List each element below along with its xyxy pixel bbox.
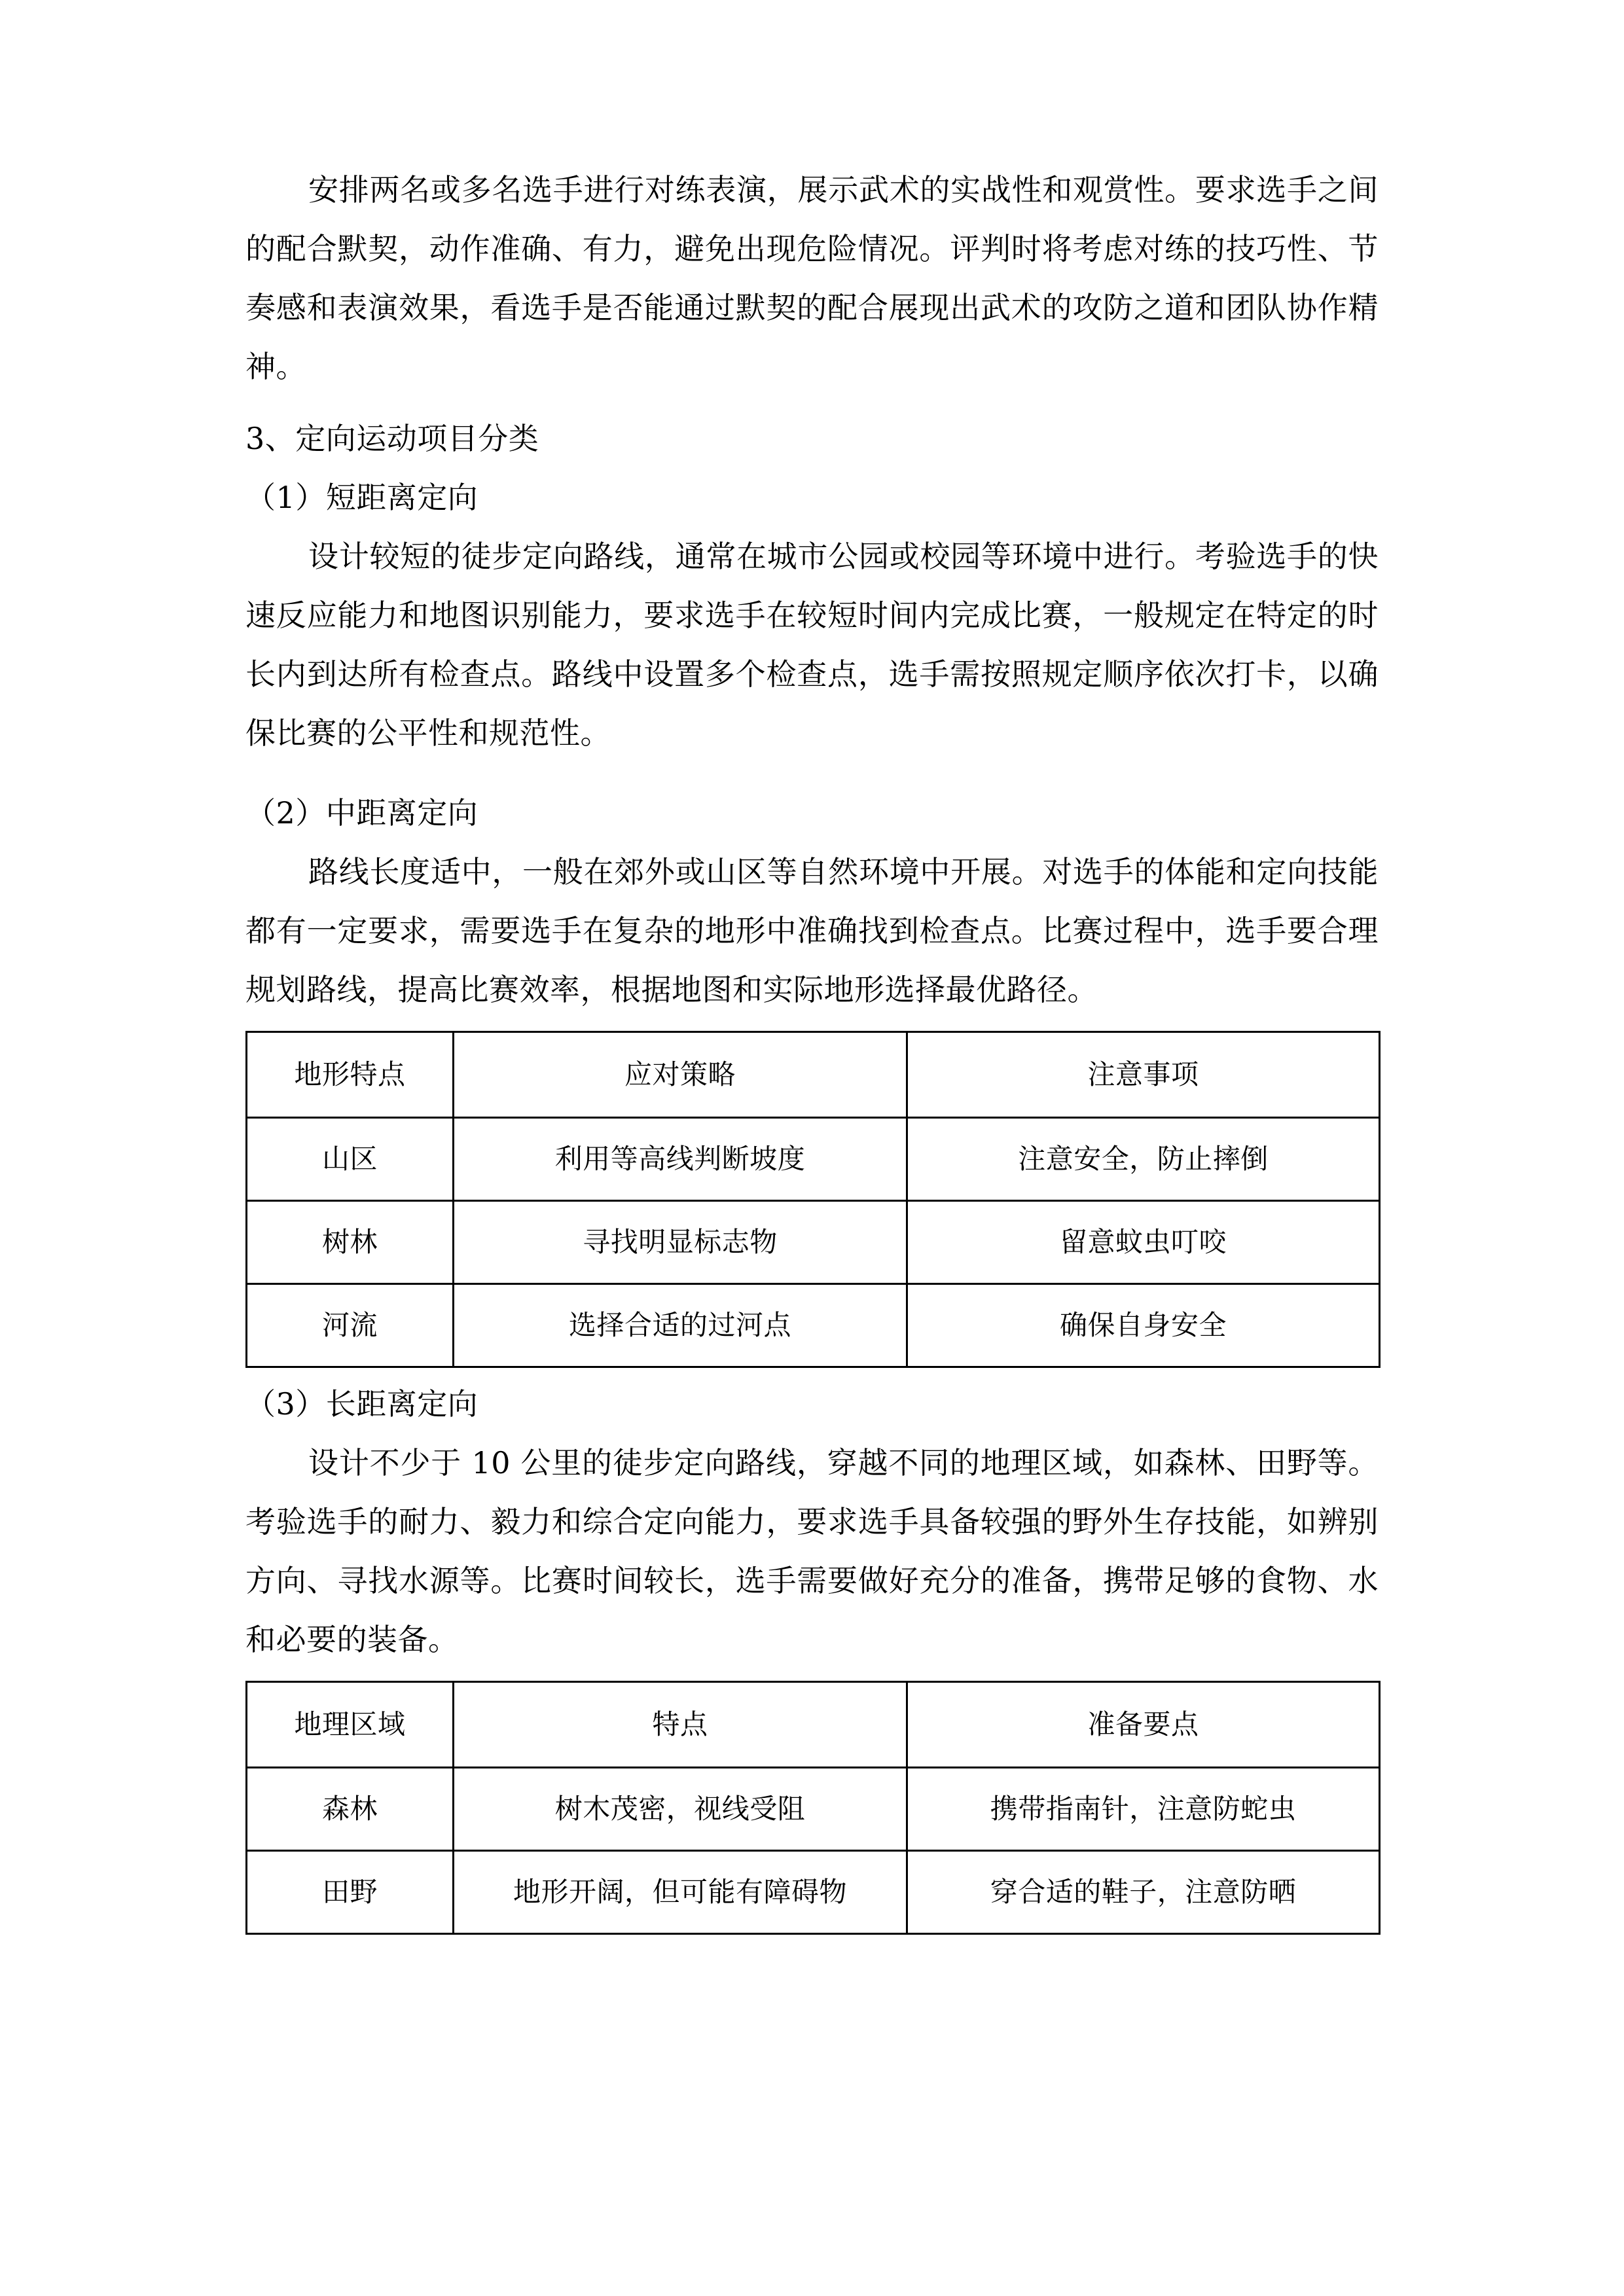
heading-section-3: 3、定向运动项目分类 xyxy=(245,421,539,456)
table-cell: 田野 xyxy=(247,1851,454,1934)
table-cell: 确保自身安全 xyxy=(907,1284,1380,1367)
heading-item-2-middle-distance: （2）中距离定向 xyxy=(245,795,478,831)
spacer xyxy=(245,766,1379,783)
geography-preparation-table xyxy=(245,1681,1380,1935)
table-header-row xyxy=(247,1032,1380,1118)
table-header-cell: 应对策略 xyxy=(454,1032,907,1118)
paragraph-short-distance: 设计较短的徒步定向路线，通常在城市公园或校园等环境中进行。考验选手的快速反应能力和地图识别能力，要求选手在较短时间内完成比赛，一般规定在特定的时长内到达所有检查点。路线中设置多个检查点，选手需按照规定顺序依次打卡，以确保比赛的公平性和规范性。 xyxy=(245,539,1379,751)
table-row xyxy=(247,1851,1380,1934)
table-cell: 山区 xyxy=(247,1118,454,1201)
table-cell: 留意蚊虫叮咬 xyxy=(907,1201,1380,1284)
table-cell: 地形开阔，但可能有障碍物 xyxy=(454,1851,907,1934)
table-row xyxy=(247,1118,1380,1201)
table-cell: 树林 xyxy=(247,1201,454,1284)
table-header-cell: 地形特点 xyxy=(247,1032,454,1118)
table-cell: 树木茂密，视线受阻 xyxy=(454,1768,907,1851)
heading-item-3-long-distance: （3）长距离定向 xyxy=(245,1386,478,1422)
table-cell: 携带指南针，注意防蛇虫 xyxy=(907,1768,1380,1851)
spacer xyxy=(245,400,1379,409)
table-cell: 选择合适的过河点 xyxy=(454,1284,907,1367)
document-body xyxy=(245,160,1379,1941)
table-header-cell: 注意事项 xyxy=(907,1032,1380,1118)
table-cell: 寻找明显标志物 xyxy=(454,1201,907,1284)
table-cell: 注意安全，防止摔倒 xyxy=(907,1118,1380,1201)
table-header-cell: 准备要点 xyxy=(907,1682,1380,1768)
table-cell: 穿合适的鞋子，注意防晒 xyxy=(907,1851,1380,1934)
table-header-row xyxy=(247,1682,1380,1768)
paragraph-long-distance: 设计不少于 10 公里的徒步定向路线，穿越不同的地理区域，如森林、田野等。考验选手的耐力、毅力和综合定向能力，要求选手具备较强的野外生存技能，如辨别方向、寻找水源等。比赛时间较长，选手需要做好充分的准备，携带足够的食物、水和必要的装备。 xyxy=(245,1445,1379,1657)
table-cell: 河流 xyxy=(247,1284,454,1367)
table-row xyxy=(247,1284,1380,1367)
table-header-cell: 特点 xyxy=(454,1682,907,1768)
table-row xyxy=(247,1201,1380,1284)
table-header-cell: 地理区域 xyxy=(247,1682,454,1768)
table-cell: 利用等高线判断坡度 xyxy=(454,1118,907,1201)
table-row xyxy=(247,1768,1380,1851)
paragraph-sparring-performance: 安排两名或多名选手进行对练表演，展示武术的实战性和观赏性。要求选手之间的配合默契，动作准确、有力，避免出现危险情况。评判时将考虑对练的技巧性、节奏感和表演效果，看选手是否能通过默契的配合展现出武术的攻防之道和团队协作精神。 xyxy=(245,172,1379,384)
paragraph-middle-distance: 路线长度适中，一般在郊外或山区等自然环境中开展。对选手的体能和定向技能都有一定要求，需要选手在复杂的地形中准确找到检查点。比赛过程中，选手要合理规划路线，提高比赛效率，根据地图和实际地形选择最优路径。 xyxy=(245,854,1379,1007)
heading-item-1-short-distance: （1）短距离定向 xyxy=(245,480,478,515)
table-cell: 森林 xyxy=(247,1768,454,1851)
terrain-strategy-table xyxy=(245,1031,1380,1368)
